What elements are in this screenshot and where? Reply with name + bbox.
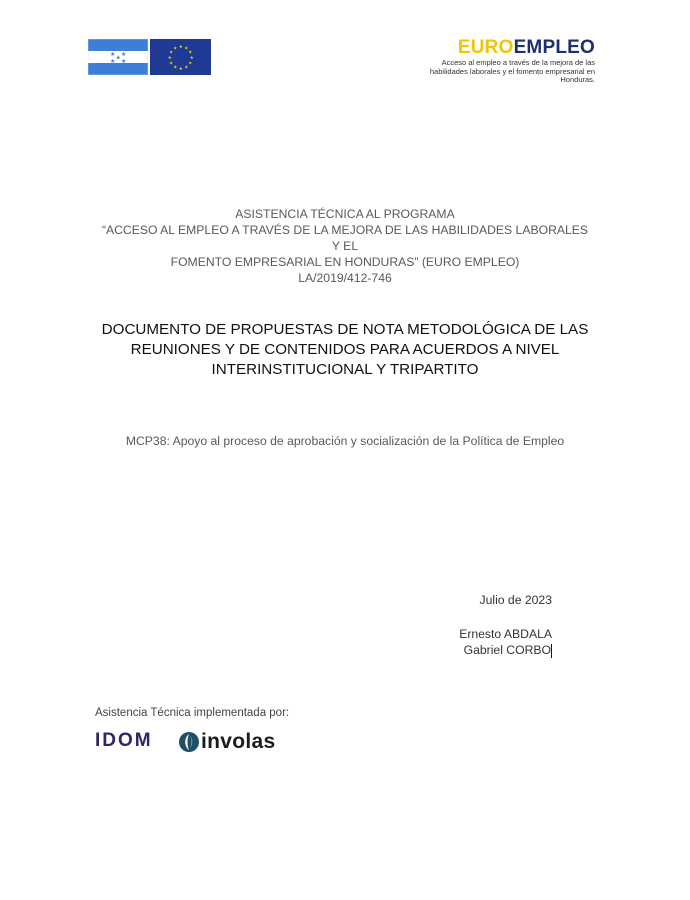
- svg-text:★: ★: [110, 58, 116, 65]
- document-subtitle: MCP38: Apoyo al proceso de aprobación y socialización de la Política de Empleo: [125, 434, 565, 448]
- euroempleo-wordmark: EUROEMPLEO: [457, 37, 595, 58]
- eu-star-icon: ★: [167, 55, 172, 61]
- euroempleo-tagline: Acceso al empleo a través de la mejora de las habilidades laborales y el fomento empresarial en Honduras.: [429, 58, 595, 84]
- euroempleo-logo: [395, 38, 595, 85]
- heading-line: FOMENTO EMPRESARIAL EN HONDURAS” (EURO EMPLEO): [170, 255, 520, 269]
- heading-line: “ACCESO AL EMPLEO A TRAVÉS DE LA MEJORA DE LAS HABILIDADES LABORALES Y EL: [101, 223, 589, 253]
- document-date: Julio de 2023: [479, 593, 552, 607]
- heading-line: LA/2019/412-746: [298, 271, 392, 285]
- eu-star-icon: ★: [188, 61, 193, 67]
- heading-line: ASISTENCIA TÉCNICA AL PROGRAMA: [235, 207, 455, 221]
- svg-text:★: ★: [115, 54, 121, 62]
- svg-text:★: ★: [121, 58, 127, 65]
- author-name: Gabriel CORBO: [463, 643, 551, 657]
- eu-flag-icon: [150, 39, 211, 75]
- svg-text:★: ★: [110, 51, 116, 58]
- eu-star-icon: ★: [188, 50, 193, 56]
- eu-star-icon: ★: [169, 50, 174, 56]
- document-title: DOCUMENTO DE PROPUESTAS DE NOTA METODOLÓGICA DE LAS REUNIONES Y DE CONTENIDOS PARA ACUERDOS A NIVEL INTERINSTITUCIONAL Y TRIPARTITO: [101, 321, 589, 378]
- program-heading: [100, 206, 590, 286]
- eu-star-icon: ★: [173, 65, 178, 71]
- eu-star-icon: ★: [169, 61, 174, 67]
- text-cursor: [551, 644, 552, 658]
- involas-logo: [178, 729, 275, 755]
- implemented-by-label: Asistencia Técnica implementada por:: [95, 707, 290, 719]
- author-name: Ernesto ABDALA: [459, 627, 552, 641]
- eu-star-icon: ★: [178, 44, 183, 50]
- idom-logo: IDOM: [95, 730, 153, 751]
- honduras-flag-icon: [88, 39, 148, 75]
- eu-star-icon: ★: [178, 66, 183, 72]
- eu-star-icon: ★: [173, 46, 178, 52]
- eu-star-icon: ★: [184, 46, 189, 52]
- involas-wordmark: involas: [201, 730, 276, 753]
- eu-star-icon: ★: [184, 65, 189, 71]
- svg-text:★: ★: [121, 51, 127, 58]
- involas-mark-icon: [178, 731, 200, 753]
- eu-star-icon: ★: [189, 55, 194, 61]
